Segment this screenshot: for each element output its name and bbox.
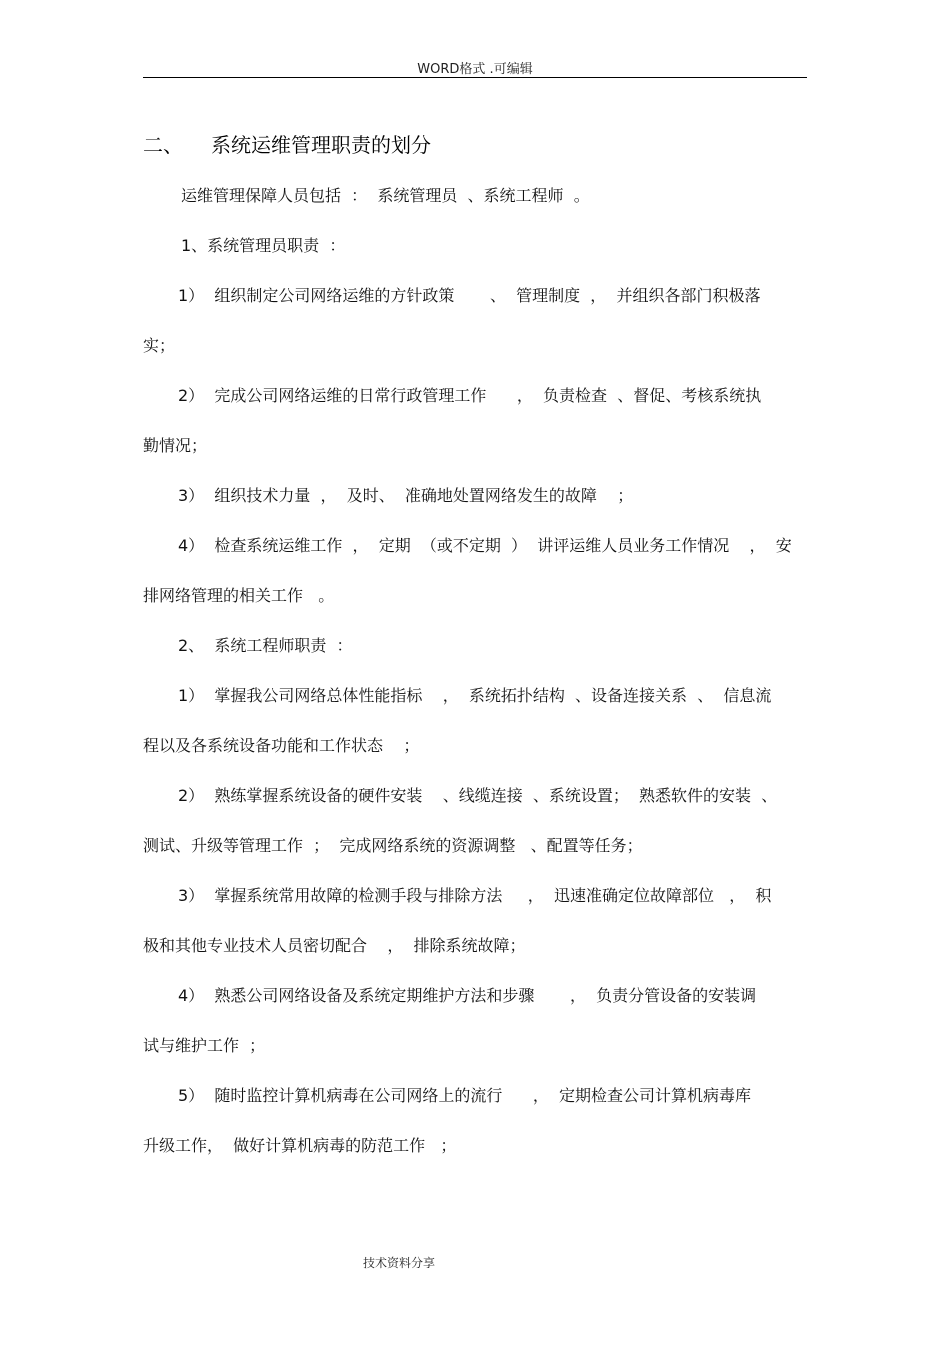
body-line: 4） 熟悉公司网络设备及系统定期维护方法和步骤 ， 负责分管设备的安装调 — [178, 986, 757, 1005]
body-line: 测试、升级等管理工作 ； 完成网络系统的资源调整 、配置等任务； — [143, 836, 643, 855]
body-line: 2） 熟练掌握系统设备的硬件安装 、线缆连接 、系统设置； 熟悉软件的安装 、 — [178, 786, 778, 805]
body-line: 1） 掌握我公司网络总体性能指标 ， 系统拓扑结构 、设备连接关系 、 信息流 — [178, 686, 772, 705]
body-line: 5） 随时监控计算机病毒在公司网络上的流行 ， 定期检查公司计算机病毒库 — [178, 1086, 752, 1105]
body-line: 实； — [143, 336, 176, 355]
body-line: 排网络管理的相关工作 。 — [143, 586, 335, 605]
body-line: 程以及各系统设备功能和工作状态 ； — [143, 736, 420, 755]
body-line: 升级工作， 做好计算机病毒的防范工作 ； — [143, 1136, 457, 1155]
page-header: WORD格式 .可编辑 — [417, 62, 533, 77]
body-line: 极和其他专业技术人员密切配合 ， 排除系统故障； — [143, 936, 526, 955]
header-divider — [143, 77, 807, 78]
section-title: 系统运维管理职责的划分 — [211, 133, 431, 157]
body-line: 2） 完成公司网络运维的日常行政管理工作 ， 负责检查 、督促、考核系统执 — [178, 386, 762, 405]
body-line: 试与维护工作 ； — [143, 1036, 266, 1055]
body-line: 3） 掌握系统常用故障的检测手段与排除方法 ， 迅速准确定位故障部位 ， 积 — [178, 886, 772, 905]
section-number: 二、 — [143, 133, 183, 157]
body-line: 1） 组织制定公司网络运维的方针政策 、 管理制度 ， 并组织各部门积极落 — [178, 286, 761, 305]
body-line: 运维管理保障人员包括 ： 系统管理员 、系统工程师 。 — [181, 186, 590, 205]
body-line: 2、 系统工程师职责 ： — [178, 636, 353, 655]
body-line: 勤情况； — [143, 436, 208, 455]
section-heading — [143, 129, 431, 158]
body-line: 4） 检查系统运维工作 ， 定期 （或不定期 ） 讲评运维人员业务工作情况 ， 安 — [178, 536, 792, 555]
page-footer: 技术资料分享 — [362, 1256, 435, 1270]
body-line: 3） 组织技术力量 ， 及时、 准确地处置网络发生的故障 ； — [178, 486, 634, 505]
body-line: 1、系统管理员职责 ： — [181, 236, 346, 255]
